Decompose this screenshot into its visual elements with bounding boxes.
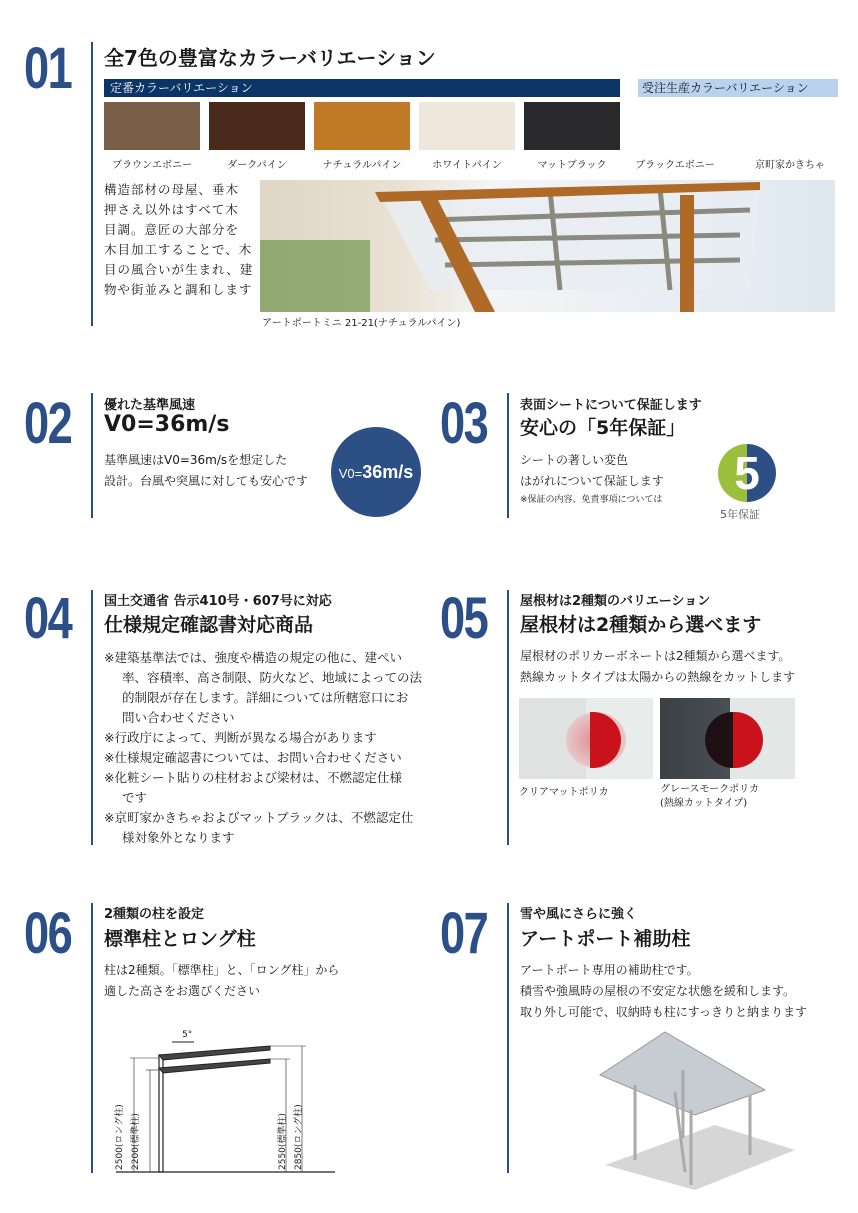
photo-caption: グレースモークポリカ (熱線カットタイプ): [660, 784, 759, 809]
section-heading: 標準柱とロング柱: [104, 928, 256, 950]
color-label: 京町家かきちゃ: [755, 160, 825, 171]
divider: [91, 42, 93, 326]
section-body: アートポート専用の補助柱です。 積雪や強風時の屋根の不安定な状態を緩和します。 取り外し可能で、収納時も柱にすっきりと納まります: [520, 963, 808, 1019]
section-number: 02: [24, 391, 72, 456]
post-height-diagram: 5° 2500(ロング柱) 2200(標準柱) 2550(標準柱) 2850(ロング柱): [115, 1030, 304, 1170]
color-label: ブラックエボニー: [635, 160, 715, 171]
section-subtitle: 雪や風にさらに強く: [520, 907, 638, 922]
section-subtitle: 屋根材は2種類のバリエーション: [520, 594, 711, 609]
color-swatch: [314, 102, 410, 150]
section-number: 07: [440, 901, 488, 966]
section-title: 全7色の豊富なカラーバリエーション: [104, 46, 436, 70]
divider: [507, 590, 509, 845]
section-subtitle: 表面シートについて保証します: [520, 398, 702, 413]
section-subtitle: 国土交通省 告示410号・607号に対応: [104, 594, 332, 609]
section-number: 04: [24, 586, 72, 651]
divider: [507, 903, 509, 1173]
section-body: 基準風速はV0=36m/sを想定した 設計。台風や突風に対しても安心です: [104, 453, 309, 488]
color-swatch: [524, 102, 620, 150]
section-body: 柱は2種類。「標準柱」と、「ロング柱」から 適した高さをお選びください: [104, 963, 340, 998]
divider: [91, 590, 93, 845]
grey-smoke-photo: [660, 698, 795, 779]
color-swatch: [419, 102, 515, 150]
section-subtitle: 2種類の柱を設定: [104, 907, 205, 922]
warranty-badge-label: 5年保証: [720, 508, 760, 521]
section-heading: V0=36m/s: [104, 412, 230, 437]
section-heading: 安心の「5年保証」: [520, 417, 686, 439]
section-heading: 屋根材は2種類から選べます: [520, 614, 762, 636]
section-number: 05: [440, 586, 488, 651]
section-body: シートの著しい変色 はがれについて保証します: [520, 453, 664, 488]
photo-caption: アートポートミニ 21-21(ナチュラルパイン): [262, 318, 461, 329]
color-swatch: [209, 102, 305, 150]
standard-colors-label: 定番カラーバリエーション: [104, 79, 620, 97]
color-label: ホワイトパイン: [432, 160, 502, 171]
color-label: ナチュラルパイン: [322, 160, 402, 171]
color-label: ダークパイン: [227, 160, 287, 171]
divider: [507, 393, 509, 518]
divider: [91, 393, 93, 518]
carport-photo: [260, 180, 835, 312]
divider: [91, 903, 93, 1173]
section-heading: 仕様規定確認書対応商品: [104, 614, 314, 636]
section-body: 構造部材の母屋、垂木 押さえ以外はすべて木 目調。意匠の大部分を 木目加工することで、木 目の風合いが生まれ、建 物や街並みと調和します: [104, 182, 254, 297]
warranty-note: ※保証の内容、免責事項については: [520, 495, 663, 505]
section-number: 01: [24, 36, 72, 101]
section-number: 03: [440, 391, 488, 456]
notes-list: ※建築基準法では、強度や構造の規定の他に、建ぺい 率、容積率、高さ制限、防火など、地域によっての法 的制限が存在します。詳細については所轄窓口にお 問い合わせください ※行政庁によって、判断が異なる場合があります ※仕様規定確認書については、お問い合わせください ※化粧シート貼りの柱材および梁材は、不燃認定仕様 です ※京町家かきちゃおよびマットブラックは、不燃認定仕 様対象外となります: [104, 650, 423, 845]
warranty-badge-icon: 5: [718, 444, 776, 502]
photo-caption: クリアマットポリカ: [519, 787, 609, 798]
clear-matte-photo: [519, 698, 653, 779]
section-heading: アートポート補助柱: [520, 928, 691, 950]
section-body: 屋根材のポリカーボネートは2種類から選べます。 熱線カットタイプは太陽からの熱線をカットします: [520, 649, 796, 684]
support-post-illustration: [595, 1030, 795, 1190]
order-colors-label: 受注生産カラーバリエーション: [638, 79, 838, 97]
color-swatch: [104, 102, 200, 150]
color-label: ブラウンエボニー: [112, 160, 192, 171]
section-number: 06: [24, 901, 72, 966]
wind-speed-badge: V0=36m/s: [331, 427, 421, 517]
section-subtitle: 優れた基準風速: [104, 398, 196, 413]
color-label: マットブラック: [537, 160, 607, 171]
